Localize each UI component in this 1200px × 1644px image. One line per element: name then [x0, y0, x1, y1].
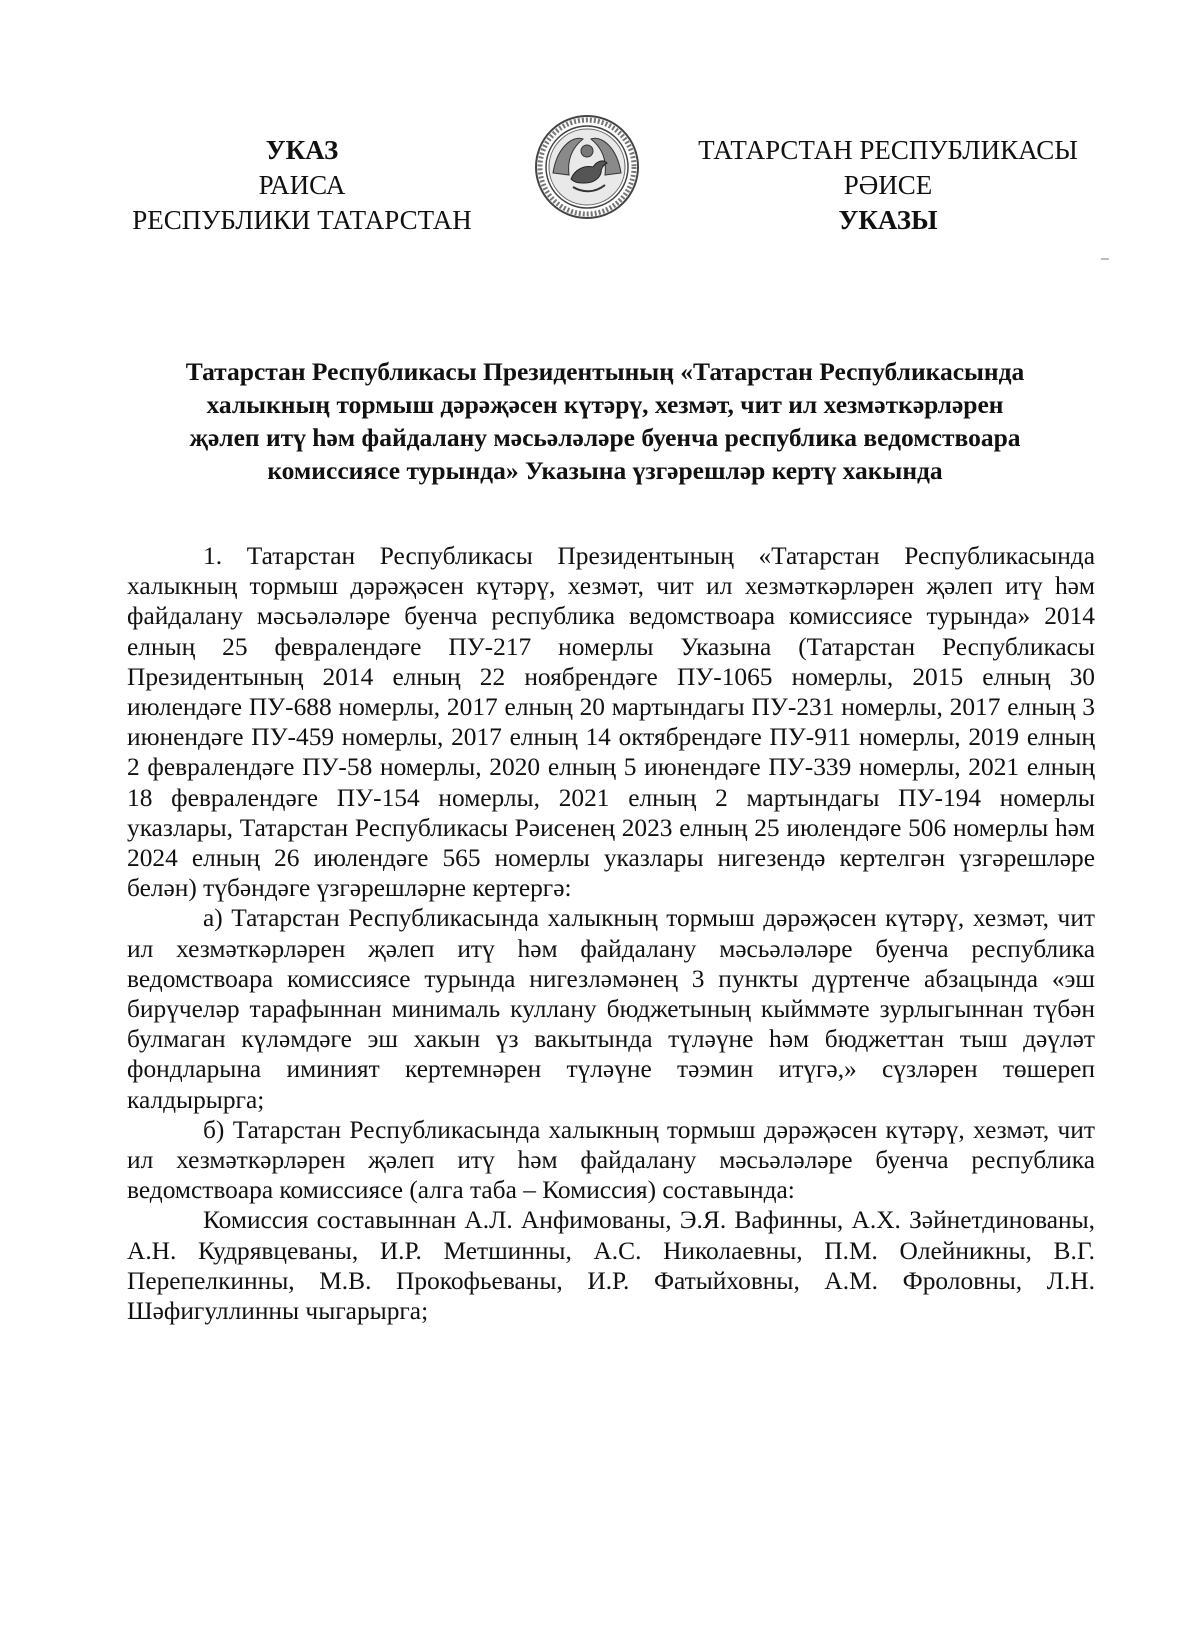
scan-mark: [1101, 258, 1109, 260]
header-right-line-3: УКАЗЫ: [838, 205, 938, 235]
header-right-tatar: [678, 133, 1098, 238]
title-line-2: халыкның тормыш дәрәҗәсен күтәрү, хезмәт, чит ил хезмәткәрләрен: [206, 390, 1004, 419]
paragraph-b: б) Татарстан Республикасында халыкның тормыш дәрәҗәсен күтәрү, хезмәт, чит ил хезмәткәрләрен җәлеп итү һәм файдалану мәсьәләләре буенча республика ведомствоара комиссиясе (алга таба – Комиссия) составында:: [127, 1115, 1095, 1205]
document-header: [0, 133, 1200, 243]
paragraph-commission: Комиссия составыннан А.Л. Анфимованы, Э.Я. Вафинны, А.Х. Зәйнетдинованы, А.Н. Кудрявцеваны, И.Р. Метшинны, А.С. Николаевны, П.М. Олейникны, В.Г. Перепелкинны, М.В. Прокофьеваны, И.Р. Фатыйховны, А.М. Фроловны, Л.Н. Шәфигуллинны чыгарырга;: [127, 1206, 1095, 1326]
decree-title: [110, 355, 1100, 487]
coat-of-arms-emblem: [533, 113, 641, 221]
title-line-3: җәлеп итү һәм файдалану мәсьәләләре буенча республика ведомствоара: [189, 423, 1021, 452]
header-left-line-1: УКАЗ: [265, 135, 339, 165]
title-line-1: Татарстан Республикасы Президентының «Татарстан Республикасында: [185, 357, 1025, 386]
header-right-line-2: РӘИСЕ: [843, 170, 933, 200]
decree-body: [127, 541, 1095, 1326]
header-left-line-2: РАИСА: [258, 170, 346, 200]
header-right-line-1: ТАТАРСТАН РЕСПУБЛИКАСЫ: [698, 135, 1078, 165]
paragraph-1: 1. Татарстан Республикасы Президентының «Татарстан Республикасында халыкның тормыш дәрәҗәсен күтәрү, хезмәт, чит ил хезмәткәрләрен җәлеп итү һәм файдалану мәсьәләләре буенча республика ведомствоара комиссиясе турында» 2014 елның 25 февралендәге ПУ-217 номерлы Указына (Татарстан Республикасы Президентының 2014 елның 22 ноябрендәге ПУ-1065 номерлы, 2015 елның 30 июлендәге ПУ-688 номерлы, 2017 елның 20 мартындагы ПУ-231 номерлы, 2017 елның 3 июнендәге ПУ-459 номерлы, 2017 елның 14 октябрендәге ПУ-911 номерлы, 2019 елның 2 февралендәге ПУ-58 номерлы, 2020 елның 5 июнендәге ПУ-339 номерлы, 2021 елның 18 февралендәге ПУ-154 номерлы, 2021 елның 2 мартындагы ПУ-194 номерлы указлары, Татарстан Республикасы Рәисенең 2023 елның 25 июлендәге 506 номерлы һәм 2024 елның 26 июлендәге 565 номерлы указлары нигезендә кертелгән үзгәрешләре белән) түбәндәге үзгәрешләрне кертергә:: [127, 542, 1095, 903]
title-line-4: комиссиясе турында» Указына үзгәрешләр кертү хакында: [267, 456, 943, 485]
header-left-russian: [112, 133, 492, 238]
paragraph-a: а) Татарстан Республикасында халыкның тормыш дәрәҗәсен күтәрү, хезмәт, чит ил хезмәткәрләрен җәлеп итү һәм файдалану мәсьәләләре буенча республика ведомствоара комиссиясе турында нигезләмәнең 3 пункты дүртенче абзацында «эш бирүчеләр тарафыннан минималь куллану бюджетының кыйммәте зурлыгыннан түбән булмаган күләмдәге эш хакын үз вакытында түләүне һәм бюджеттан тыш дәүләт фондларына иминият кертемнәрен түләүне тәэмин итүгә,» сүзләрен төшереп калдырырга;: [127, 904, 1095, 1114]
header-left-line-3: РЕСПУБЛИКИ ТАТАРСТАН: [132, 205, 472, 235]
